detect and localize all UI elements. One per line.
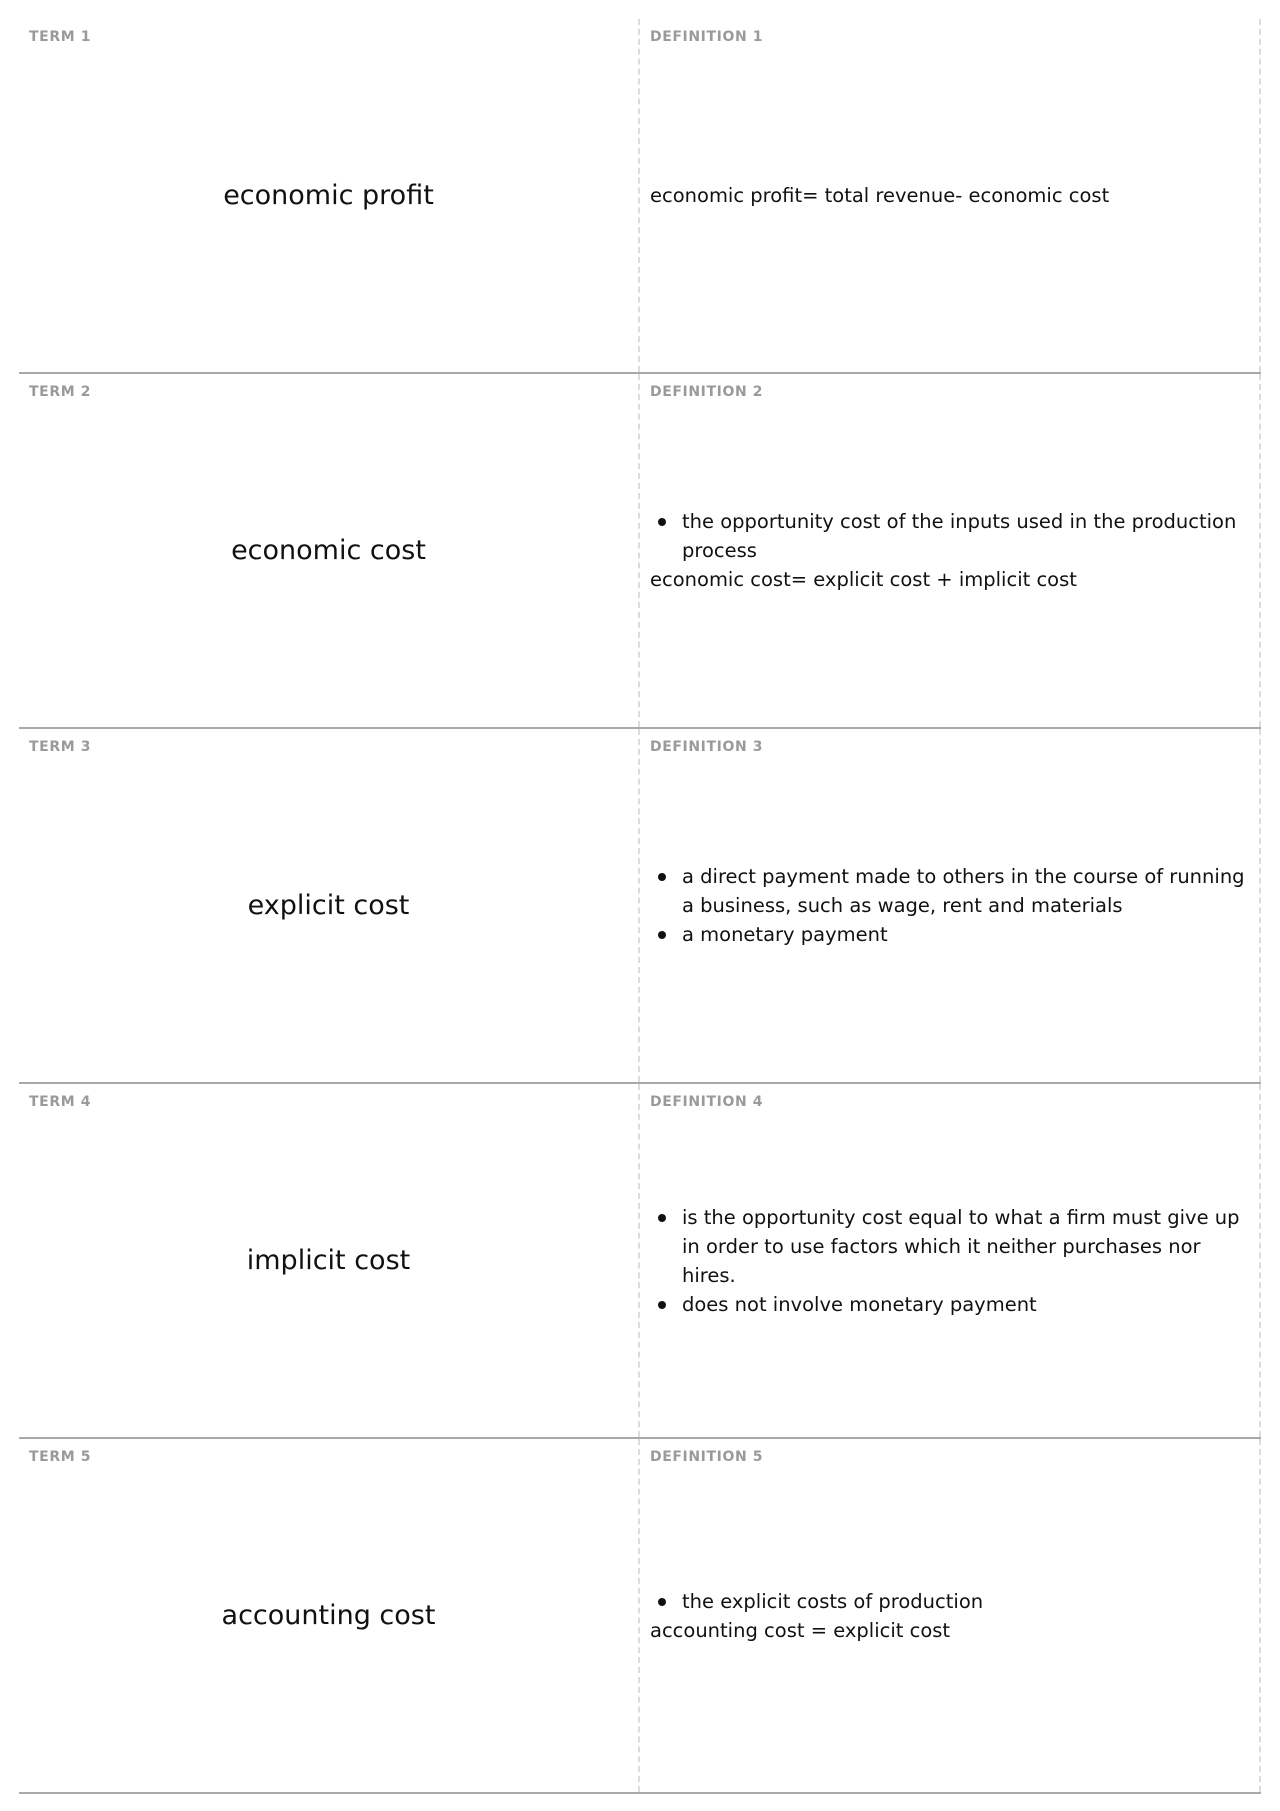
flashcard (19, 374, 1261, 729)
flashcard (19, 1439, 1261, 1794)
term-text: accounting cost (221, 1600, 436, 1631)
definition-cell (640, 1439, 1261, 1792)
definition-body (650, 1587, 1245, 1645)
bullet-icon (658, 1214, 666, 1222)
definition-label: DEFINITION 4 (650, 1094, 764, 1110)
bullet-icon (658, 1598, 666, 1606)
definition-body (650, 507, 1245, 594)
definition-bullet-list (650, 1203, 1245, 1319)
term-label: TERM 1 (29, 29, 92, 45)
term-label: TERM 5 (29, 1449, 92, 1465)
bullet-text: a direct payment made to others in the course of running a business, such as wage, rent and materials (682, 865, 1245, 917)
term-label: TERM 2 (29, 384, 92, 400)
flashcard-sheet (19, 19, 1261, 1794)
term-label: TERM 4 (29, 1094, 92, 1110)
definition-bullet (650, 862, 1245, 920)
term-cell (19, 19, 640, 372)
term-text: explicit cost (247, 890, 410, 921)
term-cell (19, 374, 640, 727)
definition-bullet-list (650, 1587, 1245, 1616)
flashcard (19, 19, 1261, 374)
bullet-text: a monetary payment (682, 923, 888, 946)
definition-cell (640, 374, 1261, 727)
bullet-icon (658, 1301, 666, 1309)
definition-bullet (650, 507, 1245, 565)
bullet-icon (658, 931, 666, 939)
bullet-text: the explicit costs of production (682, 1589, 984, 1613)
definition-label: DEFINITION 1 (650, 29, 764, 45)
bullet-text: the opportunity cost of the inputs used in the production process (682, 510, 1237, 562)
definition-cell (640, 1084, 1261, 1437)
term-cell (19, 1084, 640, 1437)
definition-line: accounting cost = explicit cost (650, 1618, 951, 1642)
definition-cell (640, 19, 1261, 372)
term-text: economic cost (231, 535, 426, 566)
term-cell (19, 729, 640, 1082)
definition-bullet (650, 1290, 1245, 1319)
term-text: implicit cost (246, 1245, 411, 1276)
term-label: TERM 3 (29, 739, 92, 755)
definition-label: DEFINITION 5 (650, 1449, 764, 1465)
definition-bullet (650, 1203, 1245, 1290)
bullet-text: is the opportunity cost equal to what a firm must give up in order to use factors which it neither purchases nor hires. (682, 1205, 1240, 1287)
definition-body (650, 181, 1245, 210)
bullet-text: does not involve monetary payment (682, 1292, 1037, 1316)
term-text: economic profit (223, 180, 434, 211)
definition-line: economic profit= total revenue- economic cost (650, 184, 1110, 207)
bullet-icon (658, 873, 666, 881)
definition-bullet (650, 1587, 1245, 1616)
definition-label: DEFINITION 2 (650, 384, 764, 400)
flashcard (19, 1084, 1261, 1439)
definition-bullet-list (650, 862, 1245, 949)
definition-line: economic cost= explicit cost + implicit cost (650, 568, 1077, 591)
term-cell (19, 1439, 640, 1792)
definition-body (650, 862, 1245, 949)
definition-cell (640, 729, 1261, 1082)
flashcard (19, 729, 1261, 1084)
definition-label: DEFINITION 3 (650, 739, 764, 755)
bullet-icon (658, 518, 666, 526)
definition-body (650, 1203, 1245, 1319)
definition-bullet-list (650, 507, 1245, 565)
definition-bullet (650, 920, 1245, 949)
